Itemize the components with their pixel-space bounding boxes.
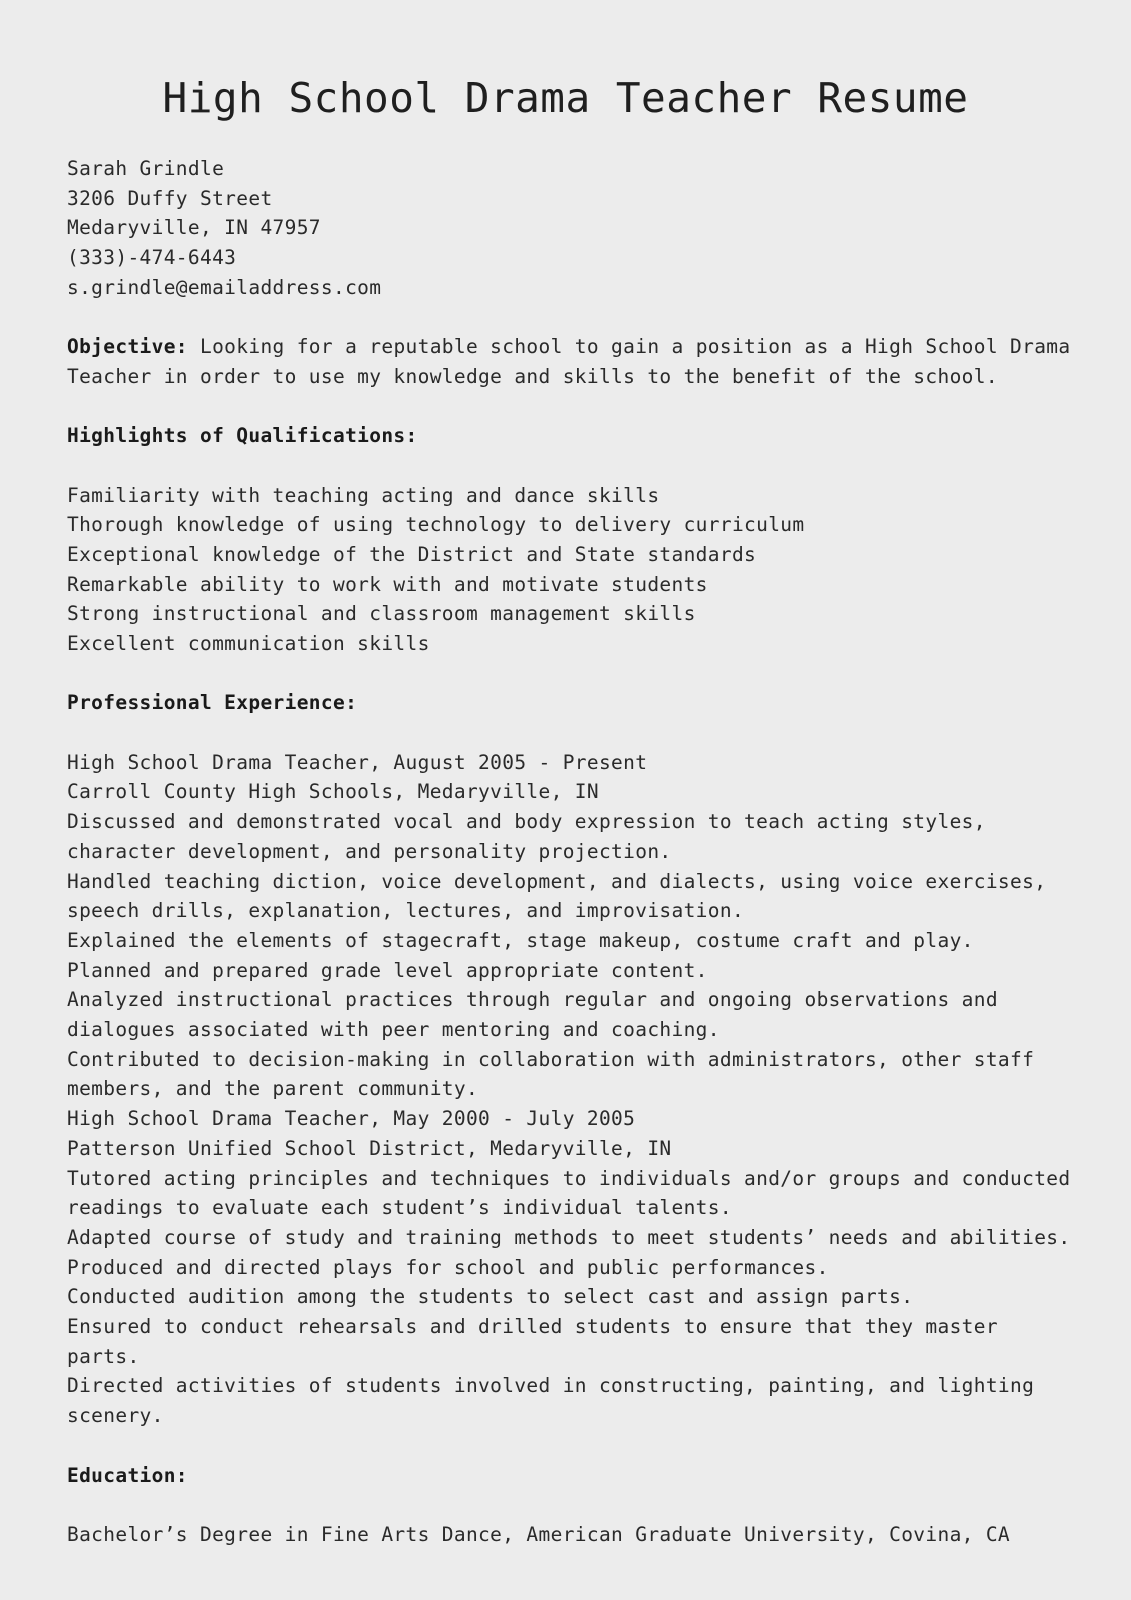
contact-email: s.grindle@emailaddress.com <box>67 275 382 299</box>
education-heading: Education: <box>67 1463 188 1487</box>
resume-title: High School Drama Teacher Resume <box>162 74 969 122</box>
job-entry <box>67 1104 1077 1431</box>
contact-phone: (333)-474-6443 <box>67 246 237 270</box>
education-section <box>67 1461 1077 1550</box>
job-duty: Explained the elements of stagecraft, stage makeup, costume craft and play. <box>67 928 974 952</box>
job-employer: Patterson Unified School District, Medaryville, IN <box>67 1136 672 1160</box>
objective-section <box>67 332 1077 391</box>
job-entry <box>67 748 1077 1104</box>
highlight-item: Thorough knowledge of using technology to delivery curriculum <box>67 513 805 537</box>
job-duty: Planned and prepared grade level appropriate content. <box>67 958 708 982</box>
highlight-item: Strong instructional and classroom management skills <box>67 602 696 626</box>
job-duty: Produced and directed plays for school and public performances. <box>67 1255 829 1279</box>
contact-street: 3206 Duffy Street <box>67 186 273 210</box>
resume-body <box>67 154 1077 1550</box>
job-duty: Ensured to conduct rehearsals and drilled students to ensure that they master parts. <box>67 1315 998 1368</box>
objective-label: Objective: <box>67 335 188 359</box>
highlight-item: Excellent communication skills <box>67 632 430 656</box>
experience-section <box>67 688 1077 1430</box>
job-duty: Conducted audition among the students to select cast and assign parts. <box>67 1285 914 1309</box>
objective-text: Looking for a reputable school to gain a position as a High School Drama Teacher in order to use my knowledge and skills to the benefit of the school. <box>67 335 1071 388</box>
contact-block <box>67 154 1077 302</box>
job-title: High School Drama Teacher, August 2005 - Present <box>67 750 648 774</box>
highlight-item: Exceptional knowledge of the District and State standards <box>67 542 757 566</box>
job-duty: Adapted course of study and training methods to meet students’ needs and abilities. <box>67 1225 1071 1249</box>
experience-heading: Professional Experience: <box>67 691 358 715</box>
contact-city: Medaryville, IN 47957 <box>67 216 321 240</box>
job-duty: Analyzed instructional practices through regular and ongoing observations and dialogues associated with peer mentoring and coaching. <box>67 988 998 1042</box>
job-title: High School Drama Teacher, May 2000 - July 2005 <box>67 1107 636 1131</box>
contact-name: Sarah Grindle <box>67 157 225 180</box>
job-duty: Handled teaching diction, voice development, and dialects, using voice exercises, speech drills, explanation, lectures, and improvisation. <box>67 869 1047 923</box>
highlights-heading: Highlights of Qualifications: <box>67 424 418 448</box>
job-duty: Discussed and demonstrated vocal and body expression to teach acting styles, character development, and personality projection. <box>67 810 986 863</box>
highlight-item: Familiarity with teaching acting and dance skills <box>67 483 660 507</box>
highlight-item: Remarkable ability to work with and motivate students <box>67 572 708 596</box>
job-employer: Carroll County High Schools, Medaryville, IN <box>67 780 599 804</box>
job-duty: Directed activities of students involved in constructing, painting, and lighting scenery. <box>67 1374 1035 1428</box>
job-duty: Contributed to decision-making in collaboration with administrators, other staff members, and the parent community. <box>67 1047 1035 1101</box>
education-item: Bachelor’s Degree in Fine Arts Dance, American Graduate University, Covina, CA <box>67 1522 1011 1546</box>
highlights-section <box>67 421 1077 659</box>
job-duty: Tutored acting principles and techniques to individuals and/or groups and conducted readings to evaluate each student’s individual talents. <box>67 1166 1071 1220</box>
